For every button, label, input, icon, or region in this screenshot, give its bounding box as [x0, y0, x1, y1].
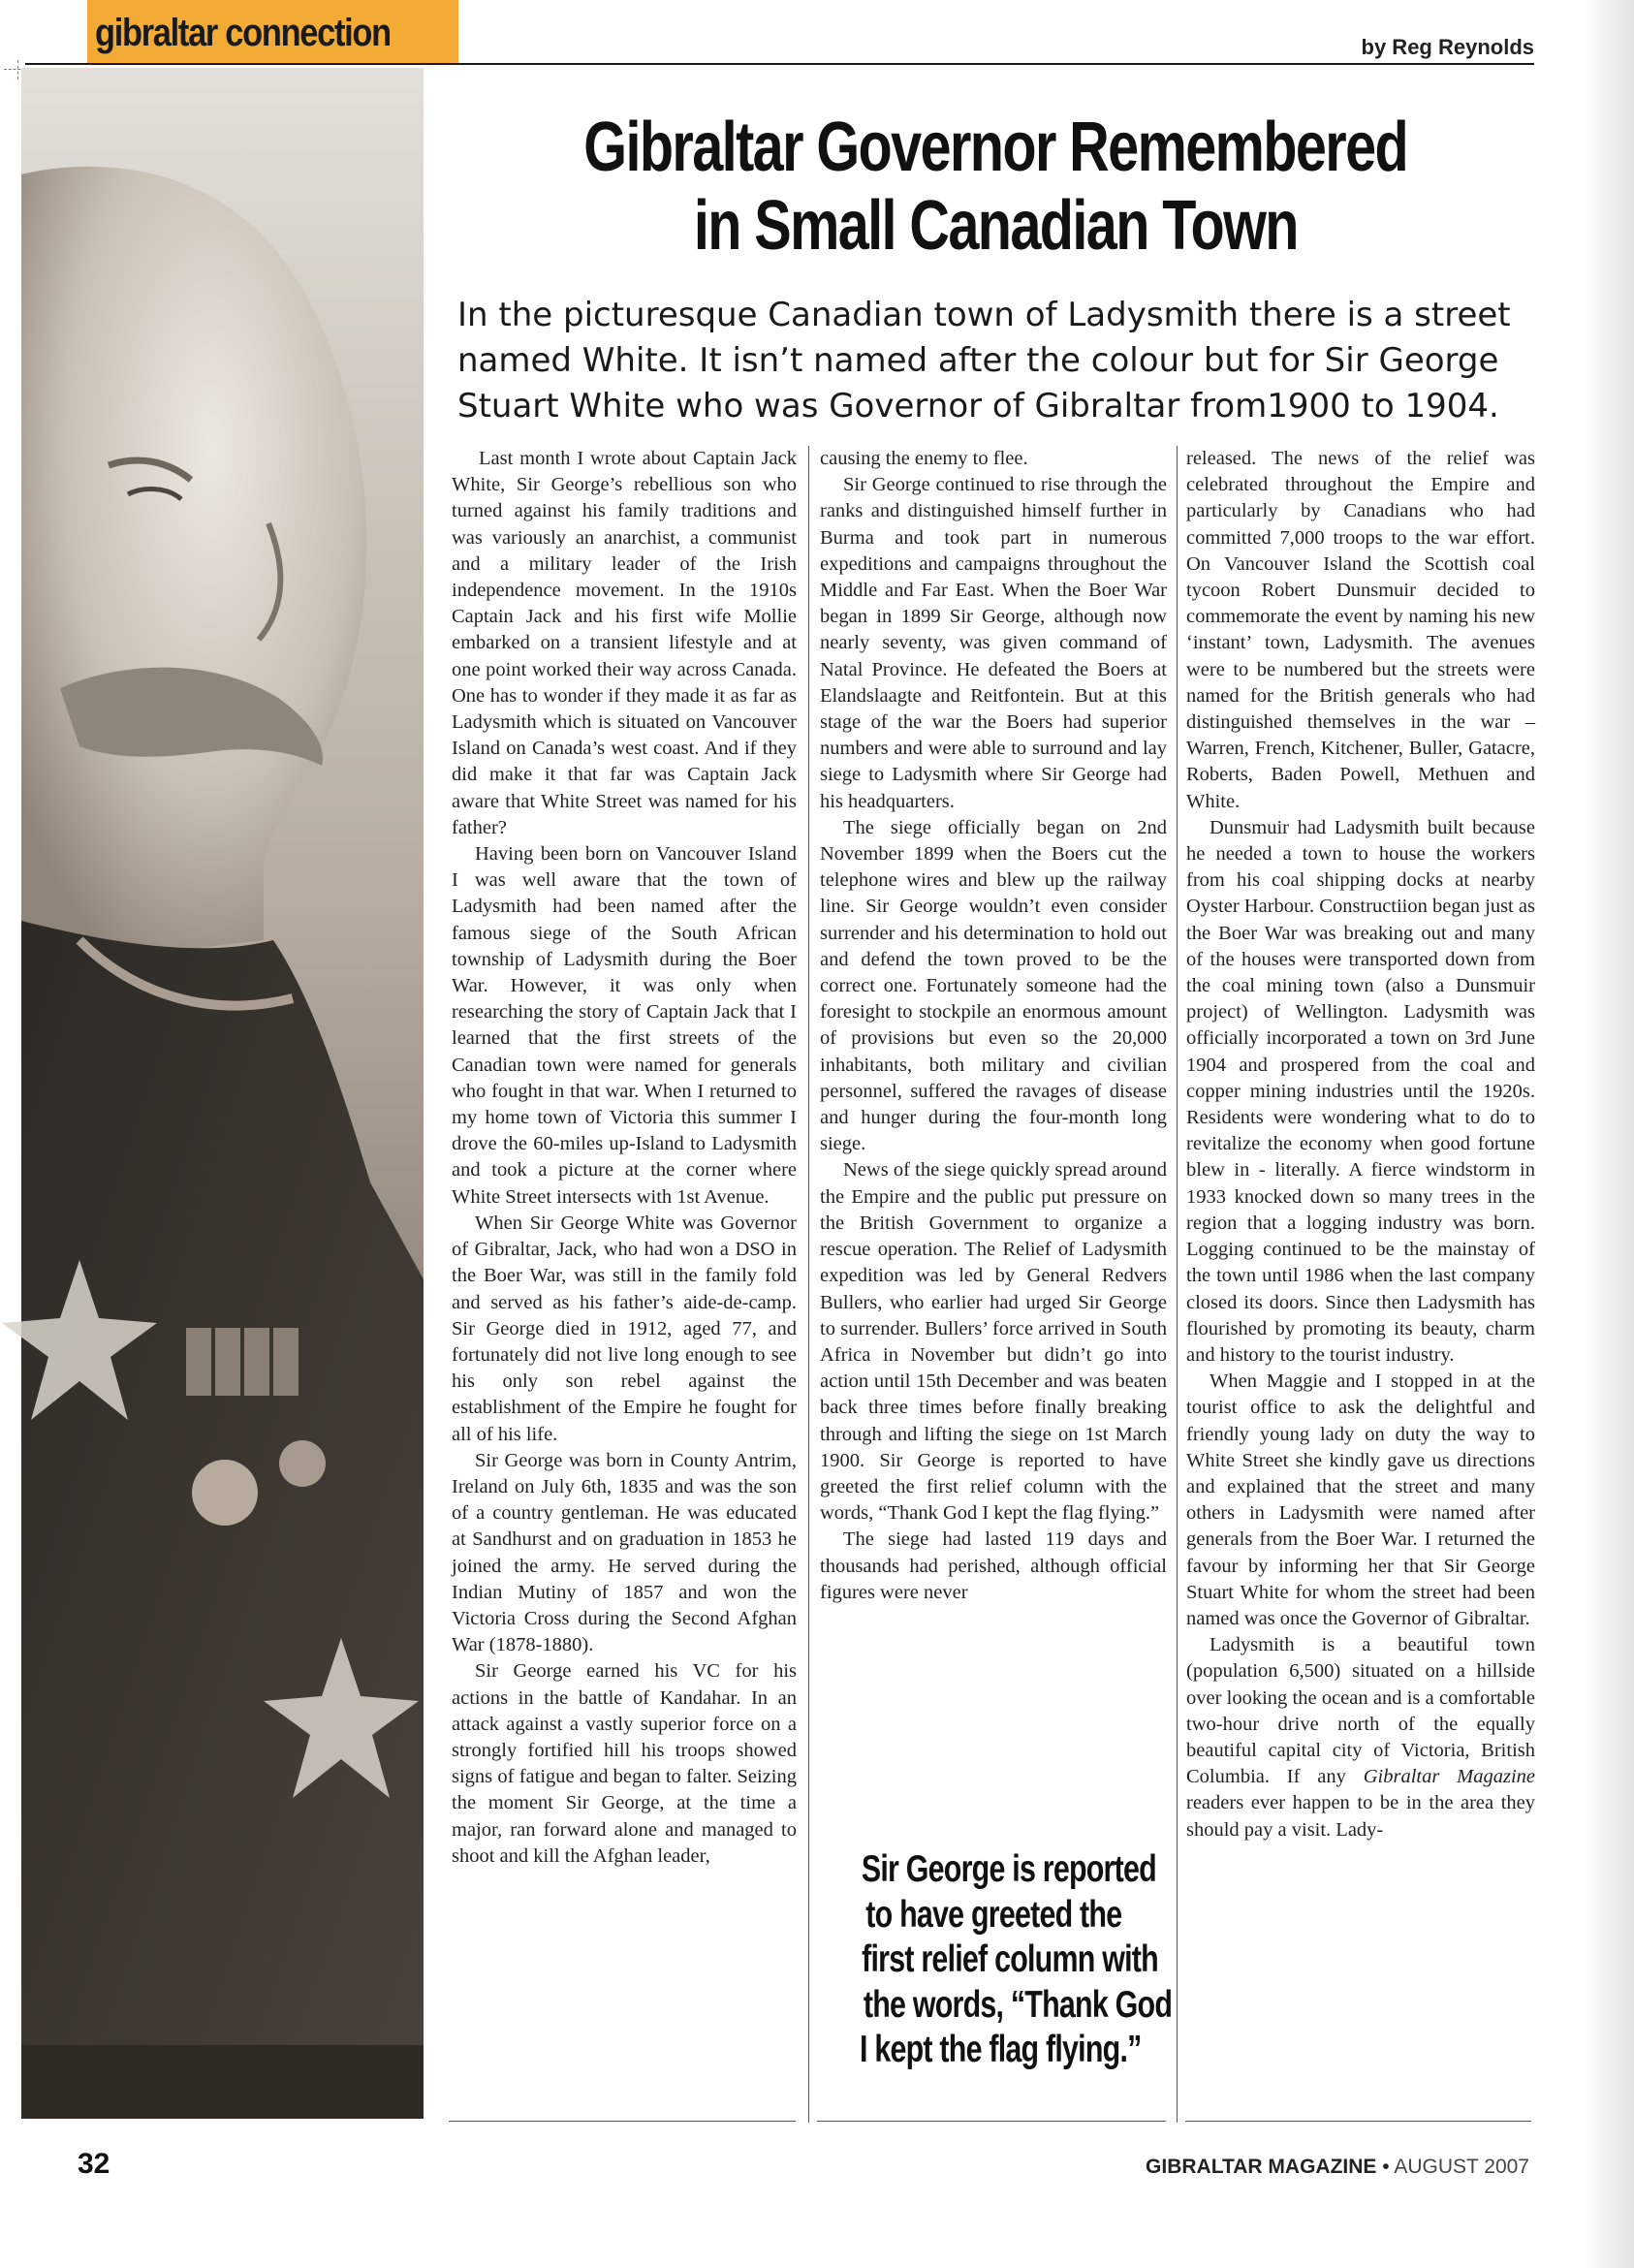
pull-quote	[820, 1847, 1173, 2073]
section-tab-label: gibraltar connection	[95, 12, 391, 54]
footer-issue-date: AUGUST 2007	[1394, 2156, 1529, 2178]
pull-quote-line: I kept the flag flying.”	[859, 2029, 1142, 2070]
column-end-rule	[817, 2121, 1166, 2122]
article-paragraph: Last month I wrote about Captain Jack White, Sir George’s rebellious son who turned against his family traditions and was variously an anarchist, a communist and a military leader of the Irish independence movement. In the 1910s Captain Jack and his first wife Mollie embarked on a transient lifestyle and at one point worked their way across Canada. One has to wonder if they made it as far as Ladysmith which is situated on Vancouver Island on Canada’s west coast. And if they did make it that far was Captain Jack aware that White Street was named for his father?	[452, 448, 797, 838]
column-end-rule	[1185, 2121, 1531, 2122]
article-paragraph: Having been born on Vancouver Island I was well aware that the town of Ladysmith had been named after the famous siege of the South African township of Ladysmith during the Boer War. However, it was only when researching the story of Captain Jack that I learned that the first streets of the Canadian town were named for generals who fought in that war. When I returned to my home town of Victoria this summer I drove the 60-miles up-Island to Ladysmith and took a picture at the corner where White Street intersects with 1st Avenue.	[452, 843, 797, 1208]
headline-line-2: in Small Canadian Town	[693, 187, 1298, 265]
section-tab	[87, 0, 458, 64]
article-column-2	[820, 446, 1167, 1793]
standfirst: In the picturesque Canadian town of Ladysmith there is a street named White. It isn’t named after the colour but for Sir George Stuart White who was Governor of Gibraltar from1900 to 1904.	[457, 296, 1511, 425]
header-rule	[25, 63, 1534, 65]
portrait-illustration	[21, 68, 424, 2119]
article-paragraph-last	[1186, 1632, 1535, 1843]
footer-separator: •	[1382, 2156, 1390, 2178]
article-text: Ladysmith is a beautiful town (population 6,500) situated on a hillside over looking the ocean and is a comfortable two-hour drive north of the equally beautiful capital city of Victoria, British Columbia. If any	[1186, 1634, 1535, 1788]
magazine-title: Gibraltar Magazine	[1363, 1766, 1535, 1788]
article-paragraph: When Sir George White was Governor of Gibraltar, Jack, who had won a DSO in the Boer War, was still in the family fold and served as his father’s aide-de-camp. Sir George died in 1912, aged 77, and fortunately did not live long enough to see his only son rebel against the establishment of the Empire he fought for all of his life.	[452, 1212, 797, 1445]
pull-quote-line: to have greeted the	[864, 1893, 1122, 1936]
portrait-photo	[21, 68, 424, 2158]
column-divider	[808, 446, 809, 2123]
article-column-3	[1186, 446, 1535, 2108]
pull-quote-line: the words, “Thank God	[863, 1983, 1173, 2026]
pull-quote-line: Sir George is reported	[861, 1848, 1156, 1890]
footer-magazine-name: GIBRALTAR MAGAZINE	[1146, 2156, 1377, 2178]
article-paragraph: causing the enemy to flee.	[820, 448, 1028, 469]
photo-caption: Sir George Stuart White	[192, 2140, 378, 2158]
headline	[438, 109, 1553, 266]
page-edge-shadow	[1584, 0, 1634, 2268]
article-paragraph: When Maggie and I stopped in at the tourist office to ask the delightful and friendly young lady on duty the way to White Street she kindly gave us directions and explained that the street and many others in Ladysmith were named after generals from the Boer War. I returned the favour by informing her that Sir George Stuart White for whom the street had been named was once the Governor of Gibraltar.	[1186, 1370, 1535, 1629]
article-column-1	[452, 446, 797, 2108]
article-paragraph: Sir George continued to rise through the ranks and distinguished himself further in Burma and took part in numerous expeditions and campaigns throughout the Middle and Far East. When the Boer War began in 1899 Sir George, although now nearly seventy, was given command of Natal Province. He defeated the Boers at Elandslaagte and Reitfontein. But at this stage of the war the Boers had superior numbers and were able to surround and lay siege to Ladysmith where Sir George had his headquarters.	[820, 474, 1167, 812]
article-text: readers ever happen to be in the area they should pay a visit. Lady-	[1186, 1792, 1535, 1841]
article-paragraph: The siege had lasted 119 days and thousands had perished, although official figures were never	[820, 1528, 1167, 1603]
article-paragraph: released. The news of the relief was celebrated throughout the Empire and particularly by Canadians who had committed 7,000 troops to the war effort. On Vancouver Island the Scottish coal tycoon Robert Dunsmuir decided to commemorate the event by naming his new ‘instant’ town, Ladysmith. The avenues were to be numbered but the streets were named for the British generals who had distinguished themselves in the war – Warren, French, Kitchener, Buller, Gatacre, Roberts, Baden Powell, Methuen and White.	[1186, 448, 1535, 812]
pull-quote-line: first relief column with	[862, 1938, 1158, 1980]
article-paragraph: The siege officially began on 2nd November 1899 when the Boers cut the telephone wires and blew up the railway line. Sir George wouldn’t even consider surrender and his determination to hold out and defend the town proved to be the correct one. Fortunately someone had the foresight to stockpile an enormous amount of provisions but even so the 20,000 inhabitants, both military and civilian personnel, suffered the ravages of disease and hunger during the four-month long siege.	[820, 816, 1167, 1155]
article-paragraph: News of the siege quickly spread around the Empire and the public put pressure on the British Government to organize a rescue operation. The Relief of Ladysmith expedition was led by General Redvers Bullers, who earlier had urged Sir George to surrender. Bullers’ force arrived in South Africa in November but didn’t go into action until 15th December and was beaten back three times before finally breaking through and lifting the siege on 1st March 1900. Sir George is reported to have greeted the first relief column with the words, “Thank God I kept the flag flying.”	[820, 1159, 1167, 1525]
headline-line-1: Gibraltar Governor Remembered	[583, 109, 1407, 186]
page-number: 32	[78, 2148, 110, 2180]
article-paragraph: Sir George was born in County Antrim, Ireland on July 6th, 1835 and was the son of a country gentleman. He was educated at Sandhurst and on graduation in 1853 he joined the army. He served during the Indian Mutiny of 1857 and won the Victoria Cross during the Second Afghan War (1878-1880).	[452, 1449, 797, 1656]
article-paragraph: Dunsmuir had Ladysmith built because he needed a town to house the workers from his coal shipping docks at nearby Oyster Harbour. Constructiion began just as the Boer War was breaking out and many of the houses were transported down from the coal mining town (also a Dunsmuir project) of Wellington. Ladysmith was officially incorporated a town on 3rd June 1904 and prospered from the coal and copper mining industries until the 1920s. Residents were wondering what to do to revitalize the economy when good fortune blew in - literally. A fierce windstorm in 1933 knocked down so many trees in the region that a logging industry was born. Logging continued to be the mainstay of the town until 1986 when the last company closed its doors. Since then Ladysmith has flourished by promoting its beauty, charm and history to the tourist industry.	[1186, 816, 1535, 1366]
byline: by Reg Reynolds	[1361, 35, 1534, 59]
column-divider	[1177, 446, 1178, 2123]
column-end-rule	[449, 2121, 796, 2122]
footer-masthead	[1146, 2156, 1529, 2179]
article-paragraph: Sir George earned his VC for his actions in the battle of Kandahar. In an attack against a vastly superior force on a strongly fortified hill his troops showed signs of fatigue and began to falter. Seizing the moment Sir George, at the time a major, ran forward alone and managed to shoot and kill the Afghan leader,	[452, 1660, 797, 1867]
